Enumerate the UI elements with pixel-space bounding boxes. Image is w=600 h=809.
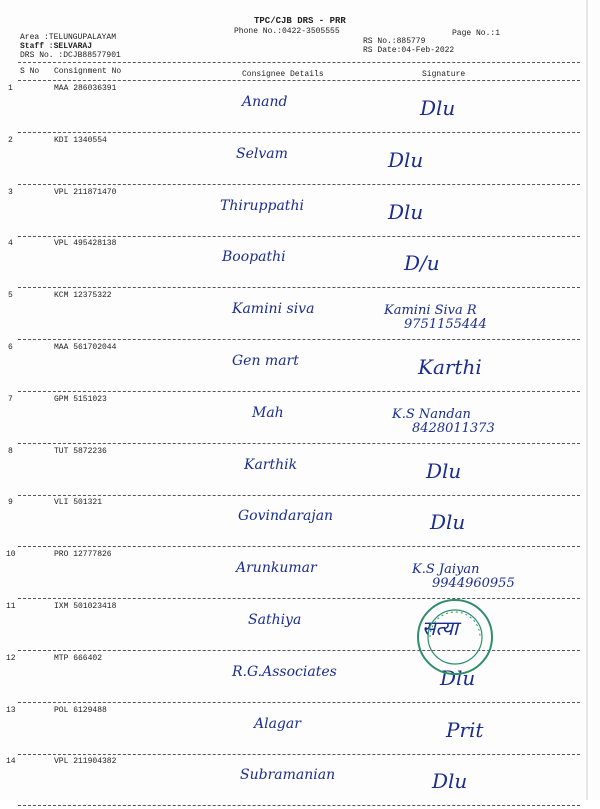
row-signature: Dlu [388, 199, 424, 224]
row-divider [18, 546, 580, 547]
table-row [0, 447, 600, 499]
row-divider [18, 754, 580, 755]
row-consignee-name: Alagar [254, 715, 301, 732]
table-row [0, 343, 600, 395]
row-divider [18, 702, 580, 703]
table-row [0, 136, 600, 188]
row-sno: 2 [8, 135, 13, 145]
row-consignee-name: Subramanian [240, 767, 336, 784]
table-row [0, 84, 600, 136]
row-divider [18, 236, 580, 237]
row-consignment-no: TUT 5872236 [54, 446, 107, 456]
row-consignment-no: VPL 211871470 [54, 187, 117, 197]
row-consignment-no: VLI 501321 [54, 498, 103, 508]
table-row [0, 188, 600, 240]
row-signature-phone: 9944960955 [432, 576, 515, 592]
col-consignment: Consignment No [54, 67, 122, 76]
header-divider [18, 62, 580, 63]
row-consignee-name: Mah [252, 404, 284, 421]
row-sno: 9 [8, 498, 13, 508]
page-number: Page No.:1 [452, 29, 501, 38]
row-sno: 5 [8, 291, 13, 301]
phone-number: Phone No.:0422-3505555 [234, 27, 340, 36]
drs-number: DRS No. :DCJB88577901 [20, 51, 121, 60]
row-divider [18, 598, 580, 599]
row-consignment-no: VPL 211904382 [54, 757, 117, 767]
row-sno: 7 [8, 394, 13, 404]
row-sno: 12 [6, 653, 16, 663]
row-consignee-name: Sathiya [248, 612, 302, 628]
row-sno: 4 [8, 239, 13, 249]
row-consignee-name: Gen mart [232, 353, 299, 369]
row-consignee-name: Karthik [244, 456, 298, 473]
rs-number: RS No.:885779 [363, 37, 426, 46]
row-divider [18, 339, 580, 340]
row-signature: Dlu [426, 458, 462, 483]
row-consignee-name: Arunkumar [236, 560, 317, 577]
row-sno: 6 [8, 343, 13, 352]
table-row [0, 291, 600, 343]
staff-label: Staff :SELVARAJ [20, 42, 93, 51]
row-signature: Prit [446, 717, 484, 742]
row-signature: Karthi [418, 355, 482, 379]
row-signature: सत्या [422, 616, 459, 640]
row-signature: Dlu [388, 147, 424, 172]
row-divider [18, 132, 580, 133]
row-divider [18, 287, 580, 288]
row-consignment-no: IXM 501023418 [54, 602, 117, 611]
row-consignee-name: Thiruppathi [220, 197, 304, 214]
row-consignment-no: PRO 12777826 [54, 550, 112, 560]
row-consignee-name: Boopathi [222, 249, 286, 266]
table-row [0, 550, 600, 602]
col-consignee: Consignee Details [242, 70, 324, 79]
table-row [0, 395, 600, 447]
table-row [0, 706, 600, 758]
row-signature: K.S Jaiyan [412, 562, 480, 578]
row-sno: 8 [8, 446, 13, 456]
row-divider [18, 495, 580, 496]
row-consignment-no: VPL 495428138 [54, 239, 117, 249]
row-sno: 3 [8, 187, 13, 197]
row-sno: 13 [6, 705, 16, 715]
table-row [0, 757, 600, 809]
table-row [0, 239, 600, 291]
sheet-title: TPC/CJB DRS - PRR [254, 16, 346, 26]
row-consignment-no: MAA 561702044 [54, 343, 117, 352]
row-signature: Dlu [440, 665, 476, 690]
row-signature: K.S Nandan [392, 406, 471, 422]
table-row [0, 498, 600, 550]
row-consignee-name: R.G.Associates [232, 663, 337, 680]
row-signature: Kamini Siva R [384, 303, 477, 319]
association-seal [416, 598, 494, 676]
row-consignment-no: GPM 5151023 [54, 394, 107, 404]
row-signature-phone: 9751155444 [404, 317, 487, 333]
row-signature: Dlu [430, 510, 466, 535]
columns-divider [18, 80, 580, 81]
row-consignment-no: MAA 286036391 [54, 84, 117, 93]
row-signature-phone: 8428011373 [412, 420, 495, 436]
row-consignment-no: POL 6129488 [54, 705, 107, 715]
row-consignment-no: MTP 666402 [54, 653, 103, 663]
row-divider [18, 184, 580, 185]
row-divider [18, 443, 580, 444]
rs-date: RS Date:04-Feb-2022 [363, 46, 455, 55]
row-consignee-name: Govindarajan [238, 508, 334, 525]
area-label: Area :TELUNGUPALAYAM [20, 33, 117, 42]
table-row [0, 602, 600, 654]
row-signature: Dlu [432, 769, 468, 794]
row-signature: D/u [404, 251, 440, 276]
row-sno: 10 [6, 550, 16, 560]
row-consignee-name: Selvam [236, 145, 288, 162]
row-consignment-no: KDI 1340554 [54, 135, 107, 145]
row-sno: 1 [8, 84, 13, 93]
row-divider [18, 391, 580, 392]
row-sno: 11 [6, 602, 16, 611]
row-consignment-no: KCM 12375322 [54, 291, 112, 301]
row-divider [18, 650, 580, 651]
col-signature: Signature [422, 70, 466, 79]
row-consignee-name: Anand [242, 94, 288, 110]
row-sno: 14 [6, 757, 16, 767]
table-row [0, 654, 600, 706]
col-sno: S No [20, 67, 40, 76]
row-consignee-name: Kamini siva [232, 301, 315, 318]
row-signature: Dlu [420, 96, 456, 120]
row-divider [18, 805, 580, 806]
